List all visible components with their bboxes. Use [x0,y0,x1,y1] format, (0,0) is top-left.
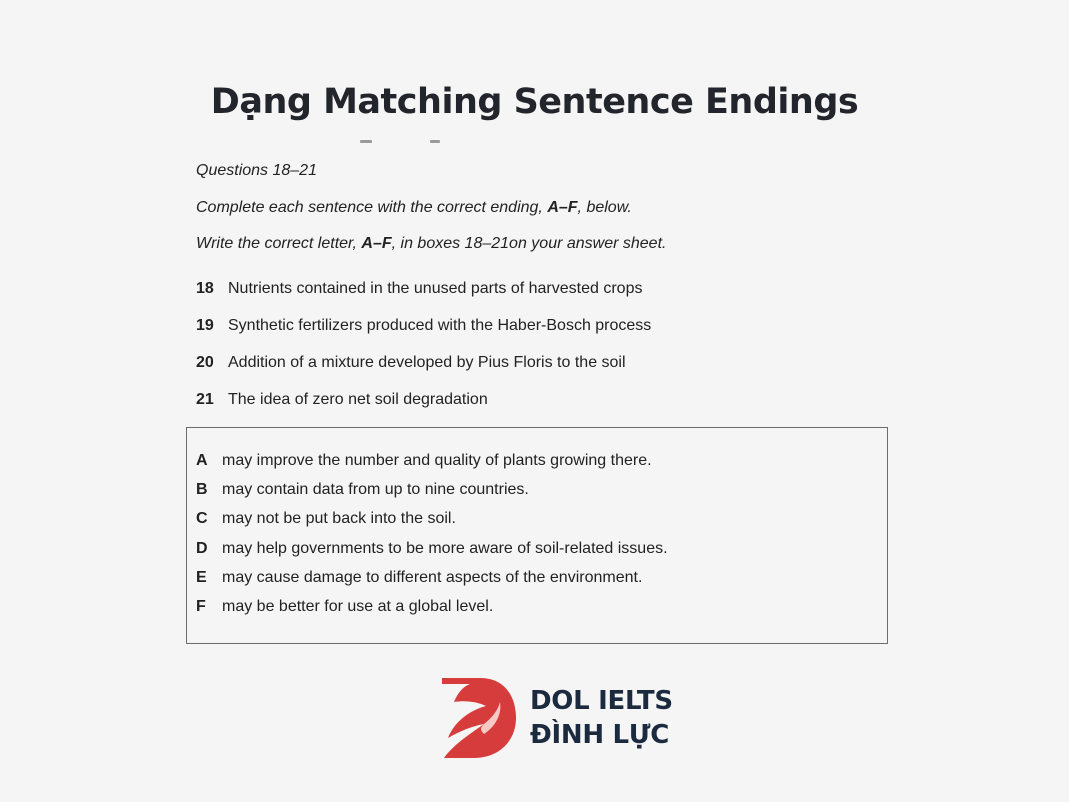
question-item [196,317,651,335]
option-letter: F [196,598,206,615]
question-number: 21 [196,391,214,408]
option-item [196,540,668,558]
question-number: 19 [196,317,214,334]
question-text: Nutrients contained in the unused parts of harvested crops [228,280,643,297]
instruction-line-1: Complete each sentence with the correct ending, A–F, below. [196,199,632,216]
question-text: Addition of a mixture developed by Pius Floris to the soil [228,354,626,371]
option-item [196,598,493,616]
question-text: The idea of zero net soil degradation [228,391,488,408]
option-item [196,452,652,470]
instruction-line-2: Write the correct letter, A–F, in boxes 18–21on your answer sheet. [196,235,667,252]
scan-artifact [360,140,450,146]
option-item [196,481,529,499]
dol-logo-icon [440,674,518,760]
question-item [196,280,642,298]
option-letter: A [196,452,208,469]
option-text: may not be put back into the soil. [222,510,456,527]
option-letter: D [196,540,208,557]
question-number: 20 [196,354,214,371]
question-number: 18 [196,280,214,297]
option-text: may contain data from up to nine countries. [222,481,529,498]
option-text: may help governments to be more aware of soil-related issues. [222,540,668,557]
logo-line-2: ĐÌNH LỰC [530,720,670,750]
page-title: Dạng Matching Sentence Endings [210,82,859,122]
option-text: may cause damage to different aspects of the environment. [222,569,643,586]
question-item [196,391,488,409]
options-box [186,427,888,644]
option-item [196,569,642,587]
dol-logo [440,674,680,764]
option-letter: E [196,569,207,586]
logo-line-1: DOL IELTS [530,686,673,716]
option-text: may be better for use at a global level. [222,598,494,615]
option-text: may improve the number and quality of plants growing there. [222,452,652,469]
option-letter: B [196,481,208,498]
questions-range: Questions 18–21 [196,162,317,179]
option-letter: C [196,510,208,527]
question-text: Synthetic fertilizers produced with the Haber-Bosch process [228,317,652,334]
option-item [196,510,456,528]
question-item [196,354,626,372]
